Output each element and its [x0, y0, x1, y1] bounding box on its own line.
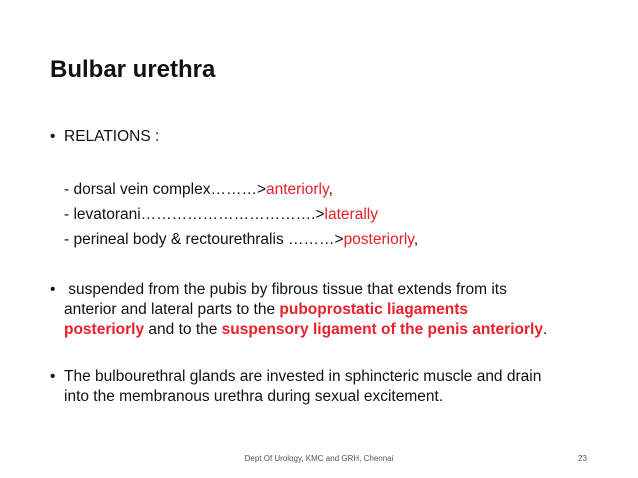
- relation-direction: laterally: [324, 206, 378, 223]
- page-number: 23: [578, 454, 587, 463]
- relation-prefix: - perineal body & rectourethralis ………>: [64, 231, 344, 248]
- relation-item-lateral: [64, 205, 378, 225]
- glands-text: The bulbourethral glands are invested in sphincteric muscle and drain: [64, 368, 542, 385]
- suspensory-ligament-highlight: suspensory ligament of the penis anteriorly: [221, 321, 543, 338]
- relation-item-posterior: [64, 230, 418, 250]
- relations-heading: RELATIONS :: [64, 128, 160, 145]
- suspended-line-2: [50, 300, 610, 320]
- glands-line-1: [50, 367, 610, 387]
- relation-direction: posteriorly: [343, 231, 414, 248]
- slide-title: Bulbar urethra: [50, 56, 216, 83]
- suspended-text: .: [542, 321, 548, 338]
- suspended-text: suspended from the pubis by fibrous tissue that extends from its: [64, 281, 507, 298]
- suspended-bullet: [50, 280, 610, 340]
- posteriorly-highlight: posteriorly: [64, 321, 145, 338]
- glands-text: into the membranous urethra during sexual excitement.: [64, 388, 444, 405]
- footer-department: Dept Of Urology, KMC and GRH, Chennai: [244, 454, 394, 463]
- relation-suffix: ,: [328, 181, 333, 198]
- bullet-dot: •: [50, 281, 56, 298]
- suspended-text: anterior and lateral parts to the: [64, 301, 280, 318]
- glands-line-2: [50, 387, 610, 407]
- suspended-line-1: [50, 280, 610, 300]
- relation-direction: anteriorly: [266, 181, 329, 198]
- bullet-dot: •: [50, 128, 56, 145]
- relation-prefix: - dorsal vein complex………>: [64, 181, 266, 198]
- relation-suffix: ,: [413, 231, 419, 248]
- suspended-line-3: [50, 320, 610, 340]
- relations-bullet: [50, 127, 159, 147]
- glands-bullet: [50, 367, 610, 407]
- bullet-dot: •: [50, 368, 56, 385]
- relation-item-anterior: [64, 180, 333, 200]
- suspended-text: and to the: [144, 321, 222, 338]
- relation-prefix: - levatorani…………………………….>: [64, 206, 325, 223]
- puboprostatic-highlight: puboprostatic liagaments: [279, 301, 469, 318]
